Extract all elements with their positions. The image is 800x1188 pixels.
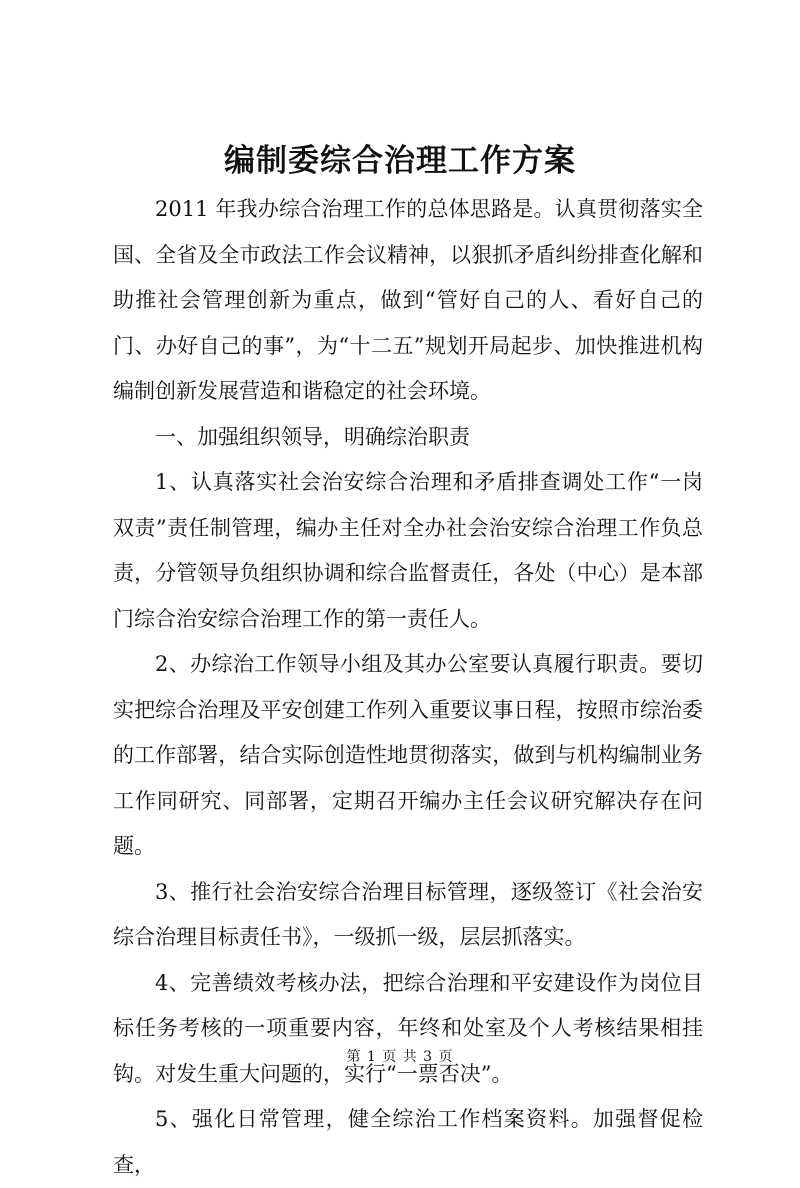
paragraph-item-3: 3、推行社会治安综合治理目标管理，逐级签订《社会治安综合治理目标责任书》，一级抓一级，层层抓落实。 [113,879,703,949]
paragraph-item-1: 1、认真落实社会治安综合治理和矛盾排查调处工作“一岗双责”责任制管理，编办主任对全办社会治安综合治理工作负总责，分管领导负组织协调和综合监督责任，各处（中心）是本部门综合治安综合治理工作的第一责任人。 [113,470,703,631]
paragraph-item-4: 4、完善绩效考核办法，把综合治理和平安建设作为岗位目标任务考核的一项重要内容，年终和处室及个人考核结果相挂钩。对发生重大问题的，实行“一票否决”。 [113,970,703,1086]
paragraph-item-2: 2、办综治工作领导小组及其办公室要认真履行职责。要切实把综合治理及平安创建工作列入重要议事日程，按照市综治委的工作部署，结合实际创造性地贯彻落实，做到与机构编制业务工作同研究、同部署，定期召开编办主任会议研究解决存在问题。 [113,652,703,858]
paragraph-item-5: 5、强化日常管理，健全综治工作档案资料。加强督促检查， [113,1107,703,1177]
page-footer: 第 1 页 共 3 页 [346,1049,454,1065]
section-heading-1: 一、加强组织领导，明确综治职责 [155,424,470,449]
document-title: 编制委综合治理工作方案 [224,143,576,179]
paragraph-intro: 2011 年我办综合治理工作的总体思路是。认真贯彻落实全国、全省及全市政法工作会议精神，以狠抓矛盾纠纷排查化解和助推社会管理创新为重点，做到“管好自己的人、看好自己的门、办好自己的事”，为“十二五”规划开局起步、加快推进机构编制创新发展营造和谐稳定的社会环境。 [113,197,703,403]
document-body [113,187,703,1188]
